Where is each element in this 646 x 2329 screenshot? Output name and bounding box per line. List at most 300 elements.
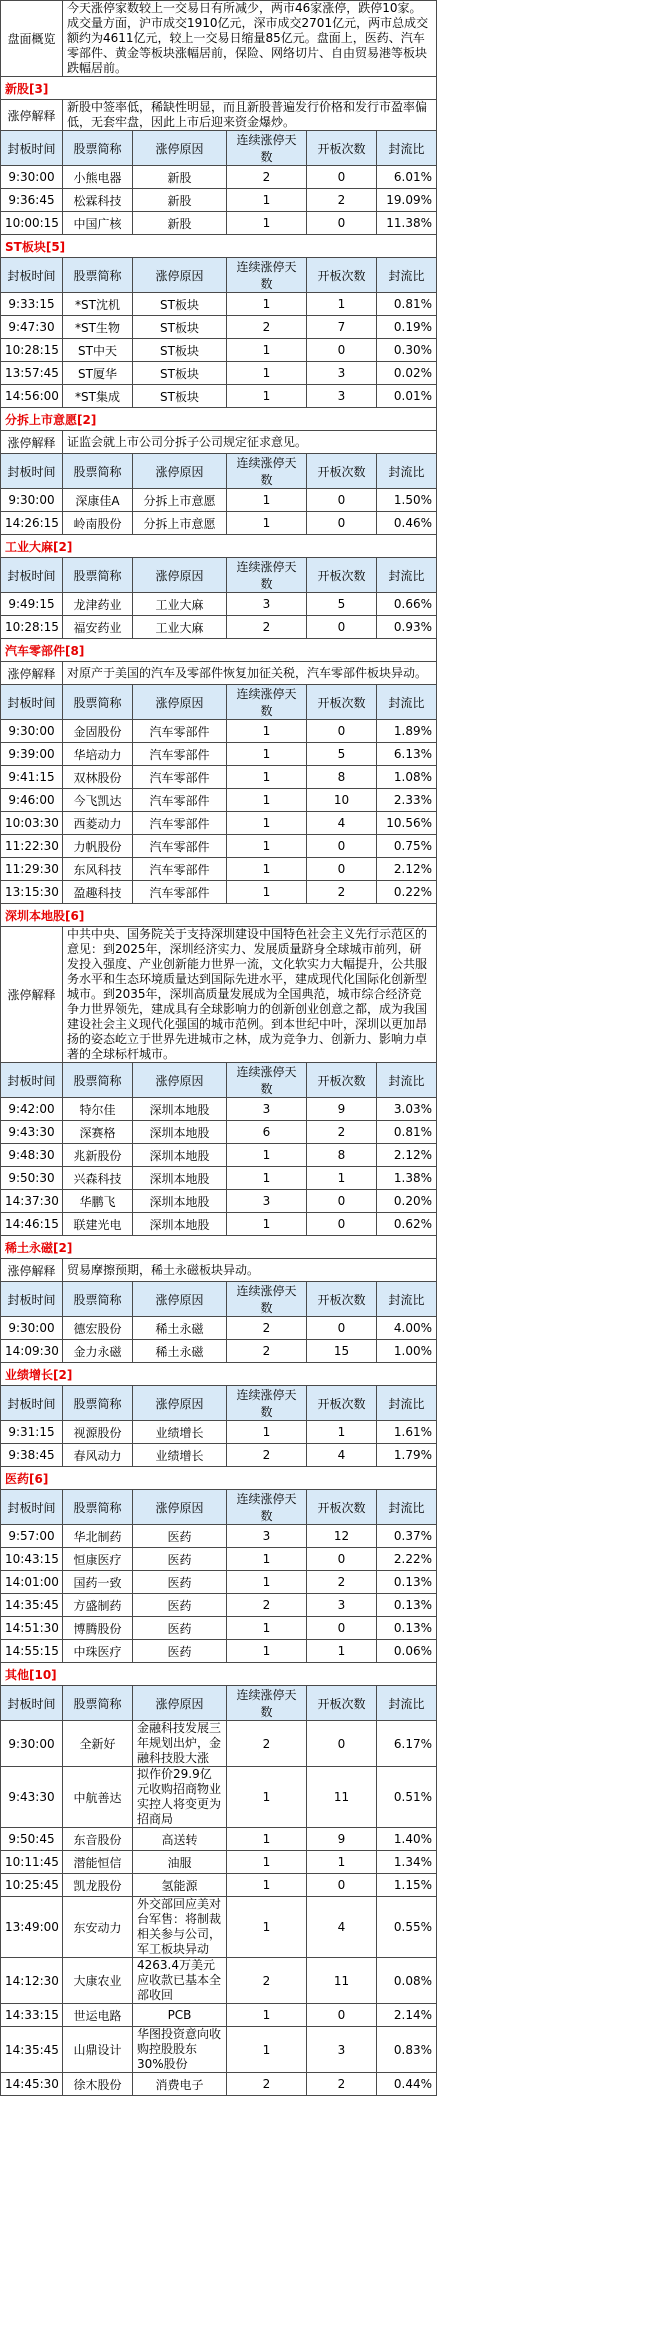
table-row [1,1098,437,1121]
cell-seal-ratio: 0.51% [377,1767,437,1828]
section-title-row [1,408,437,431]
cell-open-count: 8 [307,1144,377,1167]
table-row [1,316,437,339]
cell-limit-reason: ST板块 [133,293,227,316]
overview-label: 盘面概览 [1,1,63,77]
section-title: 其他[10] [1,1663,437,1686]
header-open-count: 开板次数 [307,685,377,720]
section-title-row [1,1363,437,1386]
cell-limit-reason: ST板块 [133,362,227,385]
cell-seal-ratio: 4.00% [377,1317,437,1340]
header-stock-name: 股票简称 [63,258,133,293]
header-seal-ratio: 封流比 [377,454,437,489]
cell-seal-ratio: 0.55% [377,1897,437,1958]
table-row [1,835,437,858]
cell-stock-name: 金力永磁 [63,1340,133,1363]
table-row [1,189,437,212]
overview-text: 今天涨停家数较上一交易日有所减少，两市46家涨停，跌停10家。成交量方面，沪市成交1910亿元，深市成交2701亿元，两市总成交额约为4611亿元，较上一交易日缩量85亿元。盘面上，医药、汽车零部件、黄金等板块涨幅居前，保险、网络切片、自由贸易港等板块跌幅居前。 [63,1,437,77]
cell-seal-time: 14:51:30 [1,1617,63,1640]
cell-limit-reason: 消费电子 [133,2073,227,2096]
header-seal-time: 封板时间 [1,1386,63,1421]
header-seal-time: 封板时间 [1,1490,63,1525]
header-seal-ratio: 封流比 [377,258,437,293]
table-row [1,766,437,789]
cell-consecutive-days: 2 [227,316,307,339]
cell-consecutive-days: 1 [227,789,307,812]
cell-consecutive-days: 1 [227,1548,307,1571]
section-title: 新股[3] [1,77,437,100]
cell-limit-reason: 医药 [133,1640,227,1663]
cell-consecutive-days: 1 [227,489,307,512]
header-open-count: 开板次数 [307,258,377,293]
table-row [1,362,437,385]
cell-seal-ratio: 3.03% [377,1098,437,1121]
column-header-row [1,258,437,293]
cell-seal-time: 13:49:00 [1,1897,63,1958]
header-seal-ratio: 封流比 [377,558,437,593]
header-seal-time: 封板时间 [1,685,63,720]
cell-limit-reason: 深圳本地股 [133,1098,227,1121]
cell-consecutive-days: 1 [227,1640,307,1663]
header-seal-time: 封板时间 [1,131,63,166]
cell-stock-name: 兆新股份 [63,1144,133,1167]
cell-limit-reason: 汽车零部件 [133,766,227,789]
cell-limit-reason: 医药 [133,1617,227,1640]
cell-stock-name: 山鼎设计 [63,2027,133,2073]
cell-consecutive-days: 3 [227,1190,307,1213]
cell-open-count: 1 [307,1167,377,1190]
cell-consecutive-days: 1 [227,1213,307,1236]
header-seal-ratio: 封流比 [377,1386,437,1421]
cell-seal-time: 9:46:00 [1,789,63,812]
header-seal-ratio: 封流比 [377,1282,437,1317]
header-limit-reason: 涨停原因 [133,1686,227,1721]
cell-seal-ratio: 0.13% [377,1571,437,1594]
cell-open-count: 0 [307,720,377,743]
cell-seal-ratio: 10.56% [377,812,437,835]
cell-limit-reason: 4263.4万美元应收款已基本全部收回 [133,1958,227,2004]
cell-limit-reason: 医药 [133,1525,227,1548]
cell-consecutive-days: 1 [227,1617,307,1640]
cell-stock-name: 金固股份 [63,720,133,743]
cell-seal-time: 13:57:45 [1,362,63,385]
cell-seal-time: 9:47:30 [1,316,63,339]
table-row [1,616,437,639]
cell-limit-reason: 氢能源 [133,1874,227,1897]
cell-stock-name: 岭南股份 [63,512,133,535]
table-row [1,1851,437,1874]
cell-consecutive-days: 1 [227,1851,307,1874]
cell-stock-name: 世运电路 [63,2004,133,2027]
header-limit-reason: 涨停原因 [133,1490,227,1525]
cell-seal-ratio: 6.17% [377,1721,437,1767]
header-stock-name: 股票简称 [63,1386,133,1421]
section-explain-row [1,662,437,685]
cell-open-count: 0 [307,858,377,881]
table-row [1,2073,437,2096]
cell-seal-time: 10:00:15 [1,212,63,235]
section-title-row [1,1663,437,1686]
table-row [1,1767,437,1828]
cell-stock-name: 盈趣科技 [63,881,133,904]
header-consecutive-days: 连续涨停天数 [227,1490,307,1525]
cell-seal-time: 9:33:15 [1,293,63,316]
cell-open-count: 0 [307,1213,377,1236]
column-header-row [1,1063,437,1098]
cell-stock-name: 深康佳A [63,489,133,512]
cell-open-count: 4 [307,812,377,835]
cell-open-count: 5 [307,743,377,766]
cell-consecutive-days: 2 [227,616,307,639]
cell-open-count: 1 [307,293,377,316]
cell-open-count: 0 [307,212,377,235]
explain-label: 涨停解释 [1,1259,63,1282]
cell-consecutive-days: 1 [227,512,307,535]
cell-consecutive-days: 3 [227,1098,307,1121]
header-limit-reason: 涨停原因 [133,1282,227,1317]
table-row [1,1190,437,1213]
cell-seal-ratio: 0.46% [377,512,437,535]
cell-stock-name: 特尔佳 [63,1098,133,1121]
cell-seal-time: 13:15:30 [1,881,63,904]
table-row [1,1721,437,1767]
cell-open-count: 2 [307,189,377,212]
cell-limit-reason: PCB [133,2004,227,2027]
cell-seal-ratio: 0.81% [377,1121,437,1144]
cell-consecutive-days: 1 [227,812,307,835]
explain-text: 新股中签率低，稀缺性明显，而且新股普遍发行价格和发行市盈率偏低，无套牢盘，因此上市后迎来资金爆炒。 [63,100,437,131]
header-consecutive-days: 连续涨停天数 [227,1282,307,1317]
header-consecutive-days: 连续涨停天数 [227,685,307,720]
cell-seal-time: 9:36:45 [1,189,63,212]
cell-limit-reason: 新股 [133,212,227,235]
table-row [1,339,437,362]
header-open-count: 开板次数 [307,454,377,489]
cell-open-count: 0 [307,835,377,858]
cell-limit-reason: ST板块 [133,339,227,362]
cell-stock-name: 力帆股份 [63,835,133,858]
cell-seal-ratio: 0.30% [377,339,437,362]
cell-consecutive-days: 1 [227,1874,307,1897]
column-header-row [1,1686,437,1721]
cell-limit-reason: 医药 [133,1571,227,1594]
header-consecutive-days: 连续涨停天数 [227,258,307,293]
cell-seal-time: 14:46:15 [1,1213,63,1236]
cell-stock-name: 联建光电 [63,1213,133,1236]
cell-consecutive-days: 1 [227,1421,307,1444]
cell-seal-time: 14:37:30 [1,1190,63,1213]
cell-stock-name: 凯龙股份 [63,1874,133,1897]
cell-limit-reason: 深圳本地股 [133,1190,227,1213]
cell-stock-name: 博腾股份 [63,1617,133,1640]
cell-seal-time: 9:38:45 [1,1444,63,1467]
cell-seal-ratio: 1.40% [377,1828,437,1851]
table-row [1,743,437,766]
cell-stock-name: 福安药业 [63,616,133,639]
table-row [1,858,437,881]
cell-limit-reason: 深圳本地股 [133,1144,227,1167]
cell-limit-reason: 拟作价29.9亿元收购招商物业 实控人将变更为招商局 [133,1767,227,1828]
cell-stock-name: 春风动力 [63,1444,133,1467]
cell-seal-time: 14:35:45 [1,1594,63,1617]
cell-limit-reason: ST板块 [133,316,227,339]
cell-stock-name: 龙津药业 [63,593,133,616]
cell-open-count: 4 [307,1897,377,1958]
cell-consecutive-days: 1 [227,362,307,385]
table-row [1,212,437,235]
table-row [1,812,437,835]
table-row [1,293,437,316]
cell-seal-ratio: 1.79% [377,1444,437,1467]
cell-consecutive-days: 3 [227,593,307,616]
cell-open-count: 3 [307,1594,377,1617]
table-row [1,2004,437,2027]
header-stock-name: 股票简称 [63,558,133,593]
table-row [1,166,437,189]
cell-stock-name: 今飞凯达 [63,789,133,812]
cell-seal-ratio: 1.15% [377,1874,437,1897]
cell-stock-name: 小熊电器 [63,166,133,189]
cell-limit-reason: 汽车零部件 [133,812,227,835]
cell-consecutive-days: 1 [227,1897,307,1958]
cell-seal-time: 9:57:00 [1,1525,63,1548]
section-title: 分拆上市意愿[2] [1,408,437,431]
table-row [1,2027,437,2073]
cell-seal-time: 14:09:30 [1,1340,63,1363]
header-consecutive-days: 连续涨停天数 [227,1063,307,1098]
cell-open-count: 11 [307,1767,377,1828]
cell-open-count: 4 [307,1444,377,1467]
cell-seal-ratio: 1.89% [377,720,437,743]
cell-open-count: 0 [307,1317,377,1340]
cell-open-count: 2 [307,1121,377,1144]
table-row [1,1167,437,1190]
cell-open-count: 3 [307,2027,377,2073]
cell-limit-reason: 医药 [133,1594,227,1617]
section-explain-row [1,100,437,131]
cell-limit-reason: 稀土永磁 [133,1340,227,1363]
cell-open-count: 0 [307,1548,377,1571]
cell-open-count: 2 [307,881,377,904]
column-header-row [1,1282,437,1317]
cell-seal-time: 14:26:15 [1,512,63,535]
table-row [1,489,437,512]
cell-limit-reason: ST板块 [133,385,227,408]
explain-text: 贸易摩擦预期，稀土永磁板块异动。 [63,1259,437,1282]
table-row [1,720,437,743]
cell-seal-time: 9:31:15 [1,1421,63,1444]
cell-seal-ratio: 1.08% [377,766,437,789]
cell-seal-ratio: 0.81% [377,293,437,316]
cell-open-count: 9 [307,1828,377,1851]
header-open-count: 开板次数 [307,1386,377,1421]
cell-seal-ratio: 2.22% [377,1548,437,1571]
cell-seal-ratio: 6.13% [377,743,437,766]
section-explain-row [1,1259,437,1282]
header-consecutive-days: 连续涨停天数 [227,1386,307,1421]
cell-stock-name: 深赛格 [63,1121,133,1144]
cell-consecutive-days: 1 [227,385,307,408]
explain-text: 对原产于美国的汽车及零部件恢复加征关税，汽车零部件板块异动。 [63,662,437,685]
section-title-row [1,535,437,558]
cell-seal-time: 10:25:45 [1,1874,63,1897]
cell-limit-reason: 汽车零部件 [133,720,227,743]
section-explain-row [1,927,437,1063]
section-title: 工业大麻[2] [1,535,437,558]
cell-consecutive-days: 1 [227,766,307,789]
cell-stock-name: 潜能恒信 [63,1851,133,1874]
table-row [1,1444,437,1467]
cell-consecutive-days: 1 [227,1767,307,1828]
table-row [1,1571,437,1594]
cell-seal-time: 10:28:15 [1,339,63,362]
table-row [1,1617,437,1640]
cell-seal-ratio: 0.08% [377,1958,437,2004]
section-title-row [1,1236,437,1259]
header-stock-name: 股票简称 [63,1063,133,1098]
section-title-row [1,235,437,258]
table-row [1,512,437,535]
table-row [1,1121,437,1144]
cell-seal-time: 14:56:00 [1,385,63,408]
cell-stock-name: 中国广核 [63,212,133,235]
cell-stock-name: 方盛制药 [63,1594,133,1617]
cell-stock-name: 大康农业 [63,1958,133,2004]
cell-seal-time: 9:30:00 [1,1317,63,1340]
header-open-count: 开板次数 [307,1490,377,1525]
cell-consecutive-days: 3 [227,1525,307,1548]
table-row [1,1548,437,1571]
table-row [1,1594,437,1617]
cell-seal-time: 9:49:15 [1,593,63,616]
cell-seal-ratio: 2.33% [377,789,437,812]
cell-limit-reason: 业绩增长 [133,1421,227,1444]
cell-open-count: 3 [307,385,377,408]
cell-limit-reason: 新股 [133,189,227,212]
cell-stock-name: 兴森科技 [63,1167,133,1190]
cell-consecutive-days: 2 [227,1958,307,2004]
cell-stock-name: 松霖科技 [63,189,133,212]
header-consecutive-days: 连续涨停天数 [227,454,307,489]
section-title: 业绩增长[2] [1,1363,437,1386]
cell-seal-time: 14:35:45 [1,2027,63,2073]
column-header-row [1,131,437,166]
cell-seal-time: 9:30:00 [1,489,63,512]
cell-open-count: 0 [307,1874,377,1897]
header-open-count: 开板次数 [307,1063,377,1098]
cell-seal-time: 10:28:15 [1,616,63,639]
cell-seal-ratio: 0.66% [377,593,437,616]
header-limit-reason: 涨停原因 [133,1386,227,1421]
section-title: 稀土永磁[2] [1,1236,437,1259]
cell-consecutive-days: 2 [227,1317,307,1340]
header-stock-name: 股票简称 [63,454,133,489]
table-row [1,1213,437,1236]
cell-limit-reason: 医药 [133,1548,227,1571]
header-stock-name: 股票简称 [63,1686,133,1721]
cell-open-count: 15 [307,1340,377,1363]
cell-seal-ratio: 0.06% [377,1640,437,1663]
header-seal-time: 封板时间 [1,454,63,489]
cell-open-count: 2 [307,2073,377,2096]
header-seal-time: 封板时间 [1,558,63,593]
cell-stock-name: 中珠医疗 [63,1640,133,1663]
table-row [1,1317,437,1340]
cell-seal-time: 14:55:15 [1,1640,63,1663]
cell-seal-time: 14:45:30 [1,2073,63,2096]
cell-limit-reason: 分拆上市意愿 [133,489,227,512]
cell-open-count: 8 [307,766,377,789]
header-stock-name: 股票简称 [63,1490,133,1525]
header-limit-reason: 涨停原因 [133,685,227,720]
header-open-count: 开板次数 [307,1282,377,1317]
cell-limit-reason: 新股 [133,166,227,189]
section-title-row [1,904,437,927]
cell-seal-ratio: 1.34% [377,1851,437,1874]
cell-stock-name: *ST集成 [63,385,133,408]
cell-open-count: 1 [307,1421,377,1444]
cell-open-count: 0 [307,489,377,512]
cell-limit-reason: 高送转 [133,1828,227,1851]
cell-stock-name: 华培动力 [63,743,133,766]
cell-consecutive-days: 1 [227,189,307,212]
cell-seal-ratio: 0.01% [377,385,437,408]
cell-seal-time: 9:41:15 [1,766,63,789]
cell-consecutive-days: 1 [227,1144,307,1167]
cell-consecutive-days: 1 [227,858,307,881]
cell-consecutive-days: 1 [227,339,307,362]
header-seal-time: 封板时间 [1,1063,63,1098]
cell-open-count: 9 [307,1098,377,1121]
header-seal-ratio: 封流比 [377,1490,437,1525]
header-seal-time: 封板时间 [1,1686,63,1721]
header-open-count: 开板次数 [307,1686,377,1721]
cell-consecutive-days: 1 [227,720,307,743]
cell-consecutive-days: 2 [227,166,307,189]
header-limit-reason: 涨停原因 [133,1063,227,1098]
table-row [1,1525,437,1548]
cell-seal-ratio: 0.37% [377,1525,437,1548]
cell-stock-name: 华鹏飞 [63,1190,133,1213]
cell-seal-ratio: 0.62% [377,1213,437,1236]
cell-consecutive-days: 1 [227,743,307,766]
cell-limit-reason: 油服 [133,1851,227,1874]
cell-open-count: 0 [307,1617,377,1640]
header-consecutive-days: 连续涨停天数 [227,131,307,166]
cell-consecutive-days: 2 [227,1594,307,1617]
cell-seal-time: 11:22:30 [1,835,63,858]
header-seal-ratio: 封流比 [377,1686,437,1721]
table-row [1,593,437,616]
table-row [1,1144,437,1167]
cell-open-count: 10 [307,789,377,812]
cell-stock-name: 德宏股份 [63,1317,133,1340]
cell-consecutive-days: 1 [227,881,307,904]
cell-stock-name: 国药一致 [63,1571,133,1594]
cell-seal-ratio: 1.50% [377,489,437,512]
explain-text: 证监会就上市公司分拆子公司规定征求意见。 [63,431,437,454]
cell-consecutive-days: 2 [227,1721,307,1767]
cell-consecutive-days: 2 [227,1340,307,1363]
cell-limit-reason: 汽车零部件 [133,789,227,812]
cell-seal-ratio: 0.93% [377,616,437,639]
cell-consecutive-days: 1 [227,835,307,858]
cell-seal-ratio: 0.22% [377,881,437,904]
cell-limit-reason: 金融科技发展三年规划出炉，金融科技股大涨 [133,1721,227,1767]
header-limit-reason: 涨停原因 [133,258,227,293]
cell-open-count: 7 [307,316,377,339]
cell-limit-reason: 工业大麻 [133,616,227,639]
